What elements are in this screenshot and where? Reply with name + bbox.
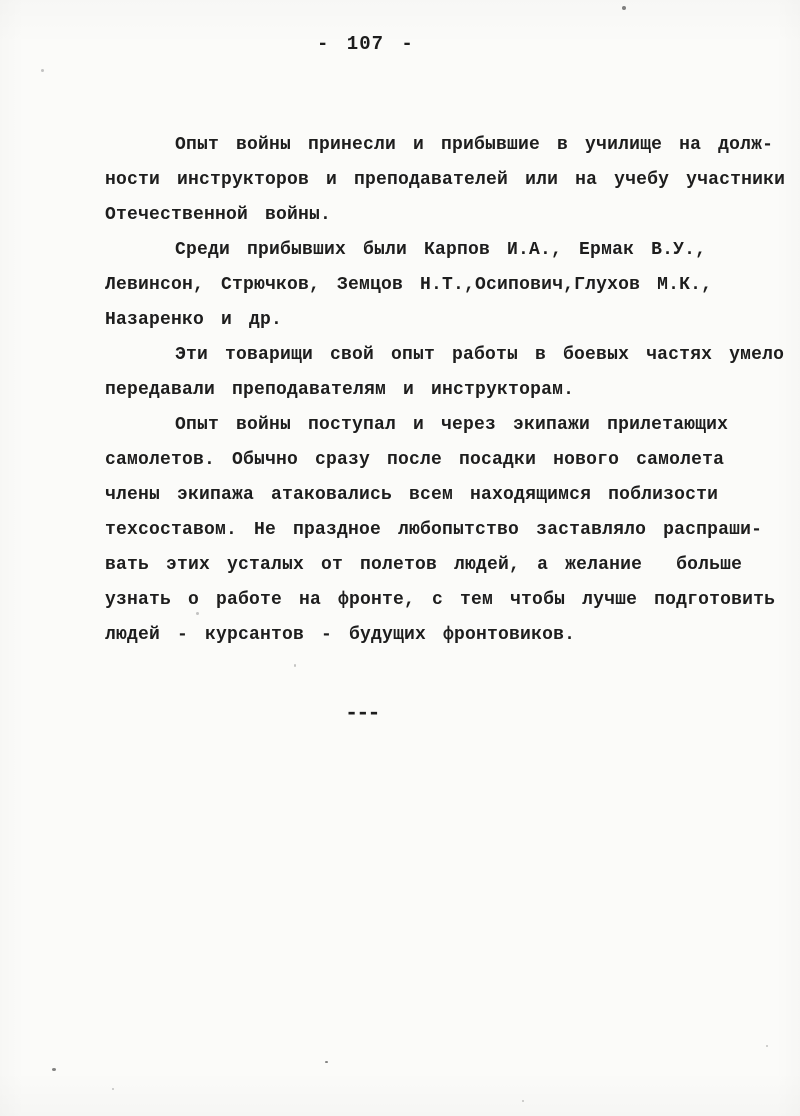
scan-speck xyxy=(112,1088,114,1090)
text-line: Левинсон, Стрючков, Земцов Н.Т.,Осипович,Глухов М.К., xyxy=(105,275,713,295)
document-body xyxy=(105,128,785,653)
text-line: узнать о работе на фронте, с тем чтобы лучше подготовить xyxy=(105,590,776,610)
scan-speck xyxy=(325,1061,328,1063)
text-line: Опыт войны поступал и через экипажи прилетающих xyxy=(175,415,729,435)
text-line: Опыт войны принесли и прибывшие в училище на долж- xyxy=(175,135,774,155)
text-line: людей - курсантов - будущих фронтовиков. xyxy=(105,625,576,645)
scan-speck xyxy=(766,1045,768,1047)
text-line: самолетов. Обычно сразу после посадки нового самолета xyxy=(105,450,725,470)
text-line: Назаренко и др. xyxy=(105,310,283,330)
text-line: техсоставом. Не праздное любопытство заставляло распраши- xyxy=(105,520,763,540)
scan-speck xyxy=(622,6,626,10)
scan-speck xyxy=(52,1068,56,1071)
text-line: Отечественной войны. xyxy=(105,205,332,225)
scan-speck xyxy=(294,664,296,667)
end-divider: --- xyxy=(345,701,379,726)
text-line: ности инструкторов и преподавателей или на учебу участники xyxy=(105,170,786,190)
scan-speck xyxy=(196,612,199,615)
text-line: Среди прибывших были Карпов И.А., Ермак В.У., xyxy=(175,240,707,260)
text-line: члены экипажа атаковались всем находящимся поблизости xyxy=(105,485,719,505)
text-line: вать этих усталых от полетов людей, а желание больше xyxy=(105,555,743,575)
text-line: Эти товарищи свой опыт работы в боевых частях умело xyxy=(175,345,785,365)
text-line: передавали преподавателям и инструкторам. xyxy=(105,380,575,400)
scan-speck xyxy=(41,69,44,72)
scan-speck xyxy=(522,1100,524,1102)
page-number: - 107 - xyxy=(317,33,414,55)
